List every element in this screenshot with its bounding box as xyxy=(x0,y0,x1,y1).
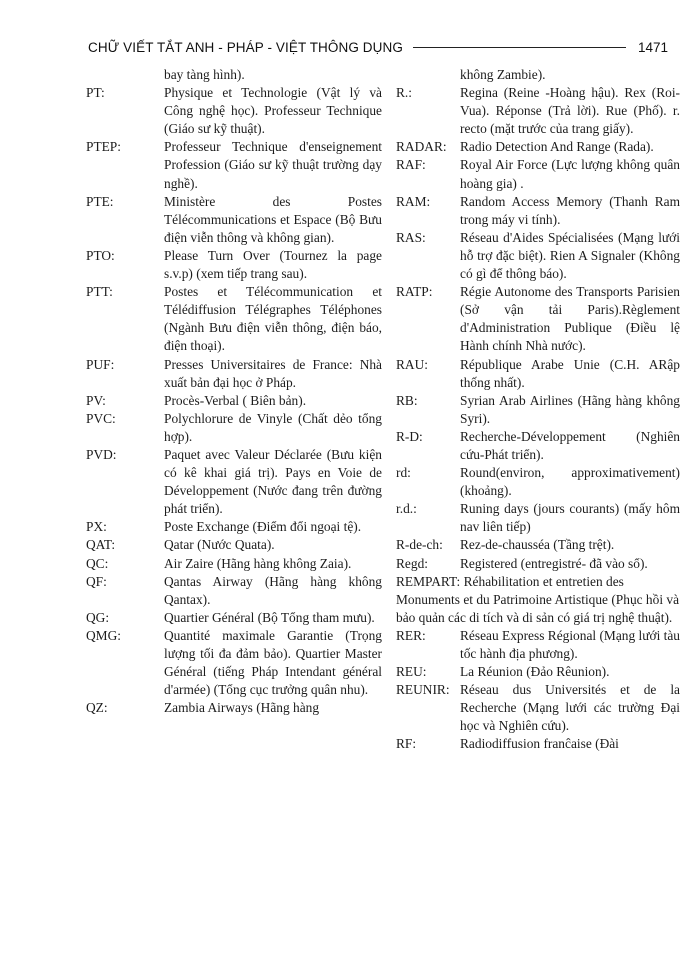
dictionary-entry xyxy=(86,627,382,699)
dictionary-entry xyxy=(86,446,382,518)
entry-abbreviation: RER: xyxy=(396,627,426,643)
running-title: CHỮ VIẾT TẮT ANH - PHÁP - VIỆT THÔNG DỤNG xyxy=(88,39,403,55)
dictionary-entry xyxy=(396,627,680,663)
entry-abbreviation: QC: xyxy=(86,555,109,571)
entry-abbreviation: PX: xyxy=(86,519,107,535)
dictionary-entry xyxy=(396,735,680,753)
dictionary-entry xyxy=(396,663,680,681)
entry-definition: Radio Detection And Range (Rada). xyxy=(460,139,654,155)
entry-abbreviation: REMPART: xyxy=(396,573,461,589)
dictionary-entry xyxy=(86,518,382,536)
dictionary-entry xyxy=(86,609,382,627)
dictionary-entry xyxy=(396,536,680,554)
entry-abbreviation: QF: xyxy=(86,573,107,589)
entry-definition: Quantité maximale Garantie (Trọng lượng tối đa đảm bảo). Quartier Master Général (tiếng Pháp Intendant général d'armée) (Tổng cục trưởng quân nhu). xyxy=(164,627,382,698)
dictionary-entry xyxy=(396,428,680,464)
dictionary-entry xyxy=(86,555,382,573)
right-column xyxy=(396,66,680,754)
dictionary-entry xyxy=(396,464,680,500)
entry-definition: Régie Autonome des Transports Parisien (Sở vận tải Paris).Règlement d'Administration Publique (Điều lệ Hành chính Nhà nước). xyxy=(460,284,680,354)
dictionary-entry xyxy=(86,536,382,554)
dictionary-entry xyxy=(86,66,382,84)
page-number: 1471 xyxy=(637,39,668,55)
entry-abbreviation: RAM: xyxy=(396,193,431,209)
entry-definition: Syrian Arab Airlines (Hãng hàng không Syri). xyxy=(460,392,680,426)
dictionary-entry xyxy=(396,573,680,627)
entry-definition: Réhabilitation et entretien des Monuments et du Patrimoine Artistique (Phục hồi và bảo quản các di tích và di sản có giá trị nghệ thuật). xyxy=(396,573,680,625)
entry-abbreviation: RADAR: xyxy=(396,139,447,155)
entry-abbreviation: QAT: xyxy=(86,537,116,553)
entry-abbreviation: QMG: xyxy=(86,627,121,643)
entry-abbreviation: RATP: xyxy=(396,284,433,300)
entry-abbreviation: REUNIR: xyxy=(396,682,450,698)
entry-definition: Regina (Reine -Hoàng hậu). Rex (Roi- Vua). Réponse (Trả lời). Rue (Phố). r. recto (mặt trước của trang giấy). xyxy=(460,85,680,137)
entry-definition: La Réunion (Đảo Rêunion). xyxy=(460,664,610,680)
entry-abbreviation: QG: xyxy=(86,609,110,625)
dictionary-entry xyxy=(396,138,680,156)
entry-definition: Please Turn Over (Tournez la page s.v.p) (xem tiếp trang sau). xyxy=(164,247,382,282)
dictionary-entry xyxy=(86,283,382,355)
left-column xyxy=(86,66,382,717)
entry-definition: Royal Air Force (Lực lượng không quân hoàng gia) . xyxy=(460,157,680,191)
entry-abbreviation: QZ: xyxy=(86,700,108,716)
dictionary-entry xyxy=(396,500,680,536)
dictionary-entry xyxy=(396,681,680,735)
entry-definition: bay tàng hình). xyxy=(164,67,245,82)
entry-definition: Réseau dus Universités et de la Recherche (Mạng lưới các trường Đại học và Nghiên cứu). xyxy=(460,682,680,734)
entry-abbreviation: PUF: xyxy=(86,356,115,372)
entry-abbreviation: R-de-ch: xyxy=(396,537,443,553)
entry-abbreviation: PTO: xyxy=(86,247,115,263)
entry-definition: Polychlorure de Vinyle (Chất dẻo tổng hợp). xyxy=(164,410,382,444)
entry-definition: Quartier Général (Bộ Tổng tham mưu). xyxy=(164,609,375,625)
dictionary-entry xyxy=(86,410,382,446)
dictionary-entry xyxy=(396,193,680,229)
entry-definition: Professeur Technique d'enseignement Profession (Giáo sư kỹ thuật trường dạy nghề). xyxy=(164,139,382,191)
entry-abbreviation: PV: xyxy=(86,392,106,408)
entry-definition: Physique et Technologie (Vật lý và Công nghệ học). Professeur Technique (Giáo sư kỹ thuật). xyxy=(164,85,382,137)
entry-abbreviation: r.d.: xyxy=(396,501,417,517)
entry-abbreviation: PTE: xyxy=(86,193,114,209)
entry-abbreviation: RAU: xyxy=(396,356,428,372)
entry-definition: Rez-de-chausséa (Tầng trệt). xyxy=(460,537,615,553)
entry-abbreviation: PVC: xyxy=(86,410,116,426)
entry-definition: Registered (entregistré- đã vào sổ). xyxy=(460,555,648,571)
dictionary-entry xyxy=(86,193,382,247)
running-header xyxy=(88,36,668,58)
entry-definition: Ministère des Postes Télécommunications et Espace (Bộ Bưu điện viễn thông và không gian). xyxy=(164,193,382,245)
entry-definition: Réseau Express Régional (Mạng lưới tàu tốc hành địa phương). xyxy=(460,627,680,661)
entry-definition: Recherche-Développement (Nghiên cứu-Phát triển). xyxy=(460,428,680,462)
entry-definition: Random Access Memory (Thanh Ram trong máy vi tính). xyxy=(460,193,680,227)
entry-definition: Réseau d'Aides Spécialisées (Mạng lưới hỗ trợ đặc biệt). Rien A Signaler (Không có gì để thông báo). xyxy=(460,229,680,282)
entry-definition: Postes et Télécommunication et Télédiffusion Télégraphes Téléphones (Ngành Bưu điện viễn thông, điện báo, điện thoại). xyxy=(164,284,382,354)
entry-definition: Runing days (jours courants) (mấy hôm nav liên tiếp) xyxy=(460,501,680,535)
entry-definition: không Zambie). xyxy=(460,67,546,82)
entry-definition: Qantas Airway (Hãng hàng không Qantax). xyxy=(164,573,382,607)
entry-abbreviation: PVD: xyxy=(86,446,117,462)
entry-abbreviation: RB: xyxy=(396,392,418,408)
dictionary-entry xyxy=(86,573,382,609)
entry-definition: Round(environ, approximativement) (khoảng). xyxy=(460,465,680,499)
dictionary-entry xyxy=(86,247,382,283)
dictionary-entry xyxy=(86,356,382,392)
dictionary-entry xyxy=(86,392,382,410)
header-rule xyxy=(413,47,626,48)
dictionary-entry xyxy=(396,156,680,192)
dictionary-entry xyxy=(396,555,680,573)
entry-abbreviation: RF: xyxy=(396,736,417,752)
entry-definition: Zambia Airways (Hãng hàng xyxy=(164,700,320,716)
dictionary-entry xyxy=(396,66,680,84)
entry-definition: Qatar (Nước Quata). xyxy=(164,537,275,553)
entry-abbreviation: PT: xyxy=(86,85,105,101)
entry-definition: Air Zaire (Hãng hàng không Zaia). xyxy=(164,555,352,571)
entry-abbreviation: RAF: xyxy=(396,157,426,173)
entry-abbreviation: R-D: xyxy=(396,428,423,444)
dictionary-entry xyxy=(396,356,680,392)
dictionary-entry xyxy=(396,392,680,428)
entry-abbreviation: rd: xyxy=(396,465,411,481)
entry-abbreviation xyxy=(396,66,460,84)
dictionary-entry xyxy=(86,138,382,192)
dictionary-entry xyxy=(396,84,680,138)
entry-definition: République Arabe Unie (C.H. ARập thống nhất). xyxy=(460,356,680,390)
entry-abbreviation xyxy=(86,66,164,84)
entry-definition: Presses Universitaires de France: Nhà xuất bản đại học ở Pháp. xyxy=(164,356,382,390)
dictionary-entry xyxy=(86,699,382,717)
entry-abbreviation: PTT: xyxy=(86,284,113,300)
entry-definition: Paquet avec Valeur Déclarée (Bưu kiện có kê khai giá trị). Pays en Voie de Développement (Nước đang trên đường phát triển). xyxy=(164,446,382,517)
dictionary-entry xyxy=(396,229,680,283)
entry-abbreviation: PTEP: xyxy=(86,139,121,155)
entry-abbreviation: RAS: xyxy=(396,229,426,245)
entry-abbreviation: REU: xyxy=(396,664,427,680)
entry-definition: Radiodiffusion franĉaise (Đài xyxy=(460,736,619,752)
dictionary-entry xyxy=(396,283,680,355)
entry-definition: Poste Exchange (Điểm đổi ngoại tệ). xyxy=(164,519,362,535)
entry-abbreviation: Regd: xyxy=(396,555,428,571)
dictionary-entry xyxy=(86,84,382,138)
entry-abbreviation: R.: xyxy=(396,85,412,101)
entry-definition: Procès-Verbal ( Biên bản). xyxy=(164,392,307,408)
